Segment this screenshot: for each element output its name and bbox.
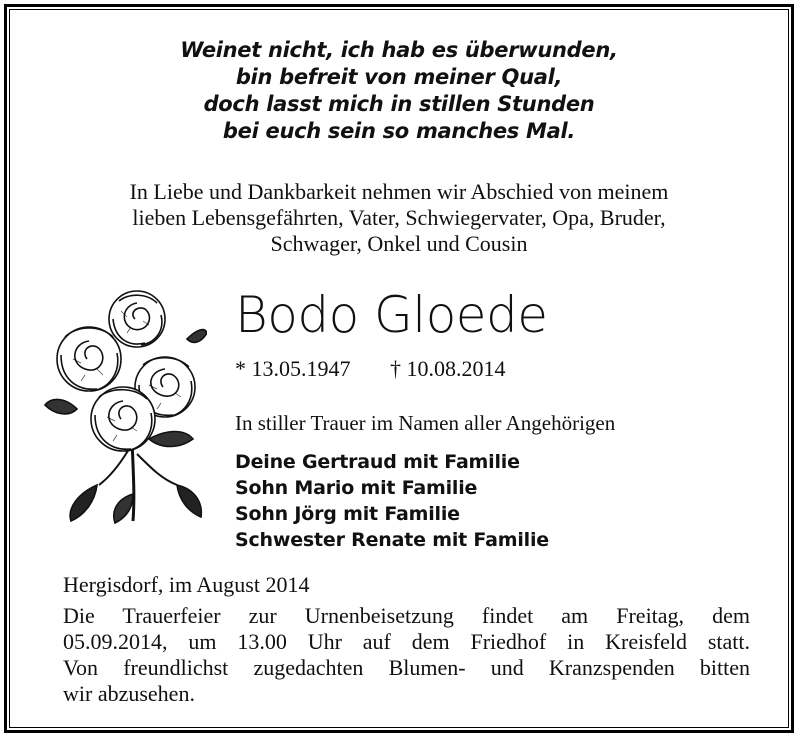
funeral-line: Die Trauerfeier zur Urnenbeisetzung findet am Freitag, dem	[63, 603, 750, 628]
family-member: Schwester Renate mit Familie	[235, 529, 549, 551]
funeral-line: 05.09.2014, um 13.00 Uhr auf dem Friedhof in Kreisfeld statt.	[63, 629, 750, 654]
funeral-line: Von freundlichst zugedachten Blumen- und Kranzspenden bitten	[63, 655, 750, 680]
deceased-name: Bodo Gloede	[235, 286, 548, 344]
obituary-notice	[4, 4, 794, 733]
poem-line: bin befreit von meiner Qual,	[235, 65, 563, 89]
farewell-intro	[7, 179, 791, 257]
place-date: Hergisdorf, im August 2014	[63, 572, 310, 597]
life-dates	[235, 355, 506, 383]
poem-line: Weinet nicht, ich hab es überwunden,	[180, 38, 618, 62]
death-date: † 10.08.2014	[390, 356, 506, 381]
family-member: Deine Gertraud mit Familie	[235, 451, 520, 473]
birth-date: * 13.05.1947	[235, 356, 351, 381]
roses-illustration-icon	[37, 289, 207, 529]
family-member: Sohn Jörg mit Familie	[235, 503, 460, 525]
poem	[7, 37, 791, 145]
family-list	[235, 449, 549, 553]
intro-line: Schwager, Onkel und Cousin	[270, 231, 528, 256]
poem-line: bei euch sein so manches Mal.	[222, 119, 576, 143]
family-member: Sohn Mario mit Familie	[235, 477, 478, 499]
intro-line: lieben Lebensgefährten, Vater, Schwiegervater, Opa, Bruder,	[132, 205, 666, 230]
poem-line: doch lasst mich in stillen Stunden	[203, 92, 595, 116]
mourning-line: In stiller Trauer im Namen aller Angehörigen	[235, 411, 616, 435]
intro-line: In Liebe und Dankbarkeit nehmen wir Abschied von meinem	[129, 179, 669, 204]
funeral-info	[63, 603, 750, 707]
funeral-line: wir abzusehen.	[63, 681, 195, 706]
